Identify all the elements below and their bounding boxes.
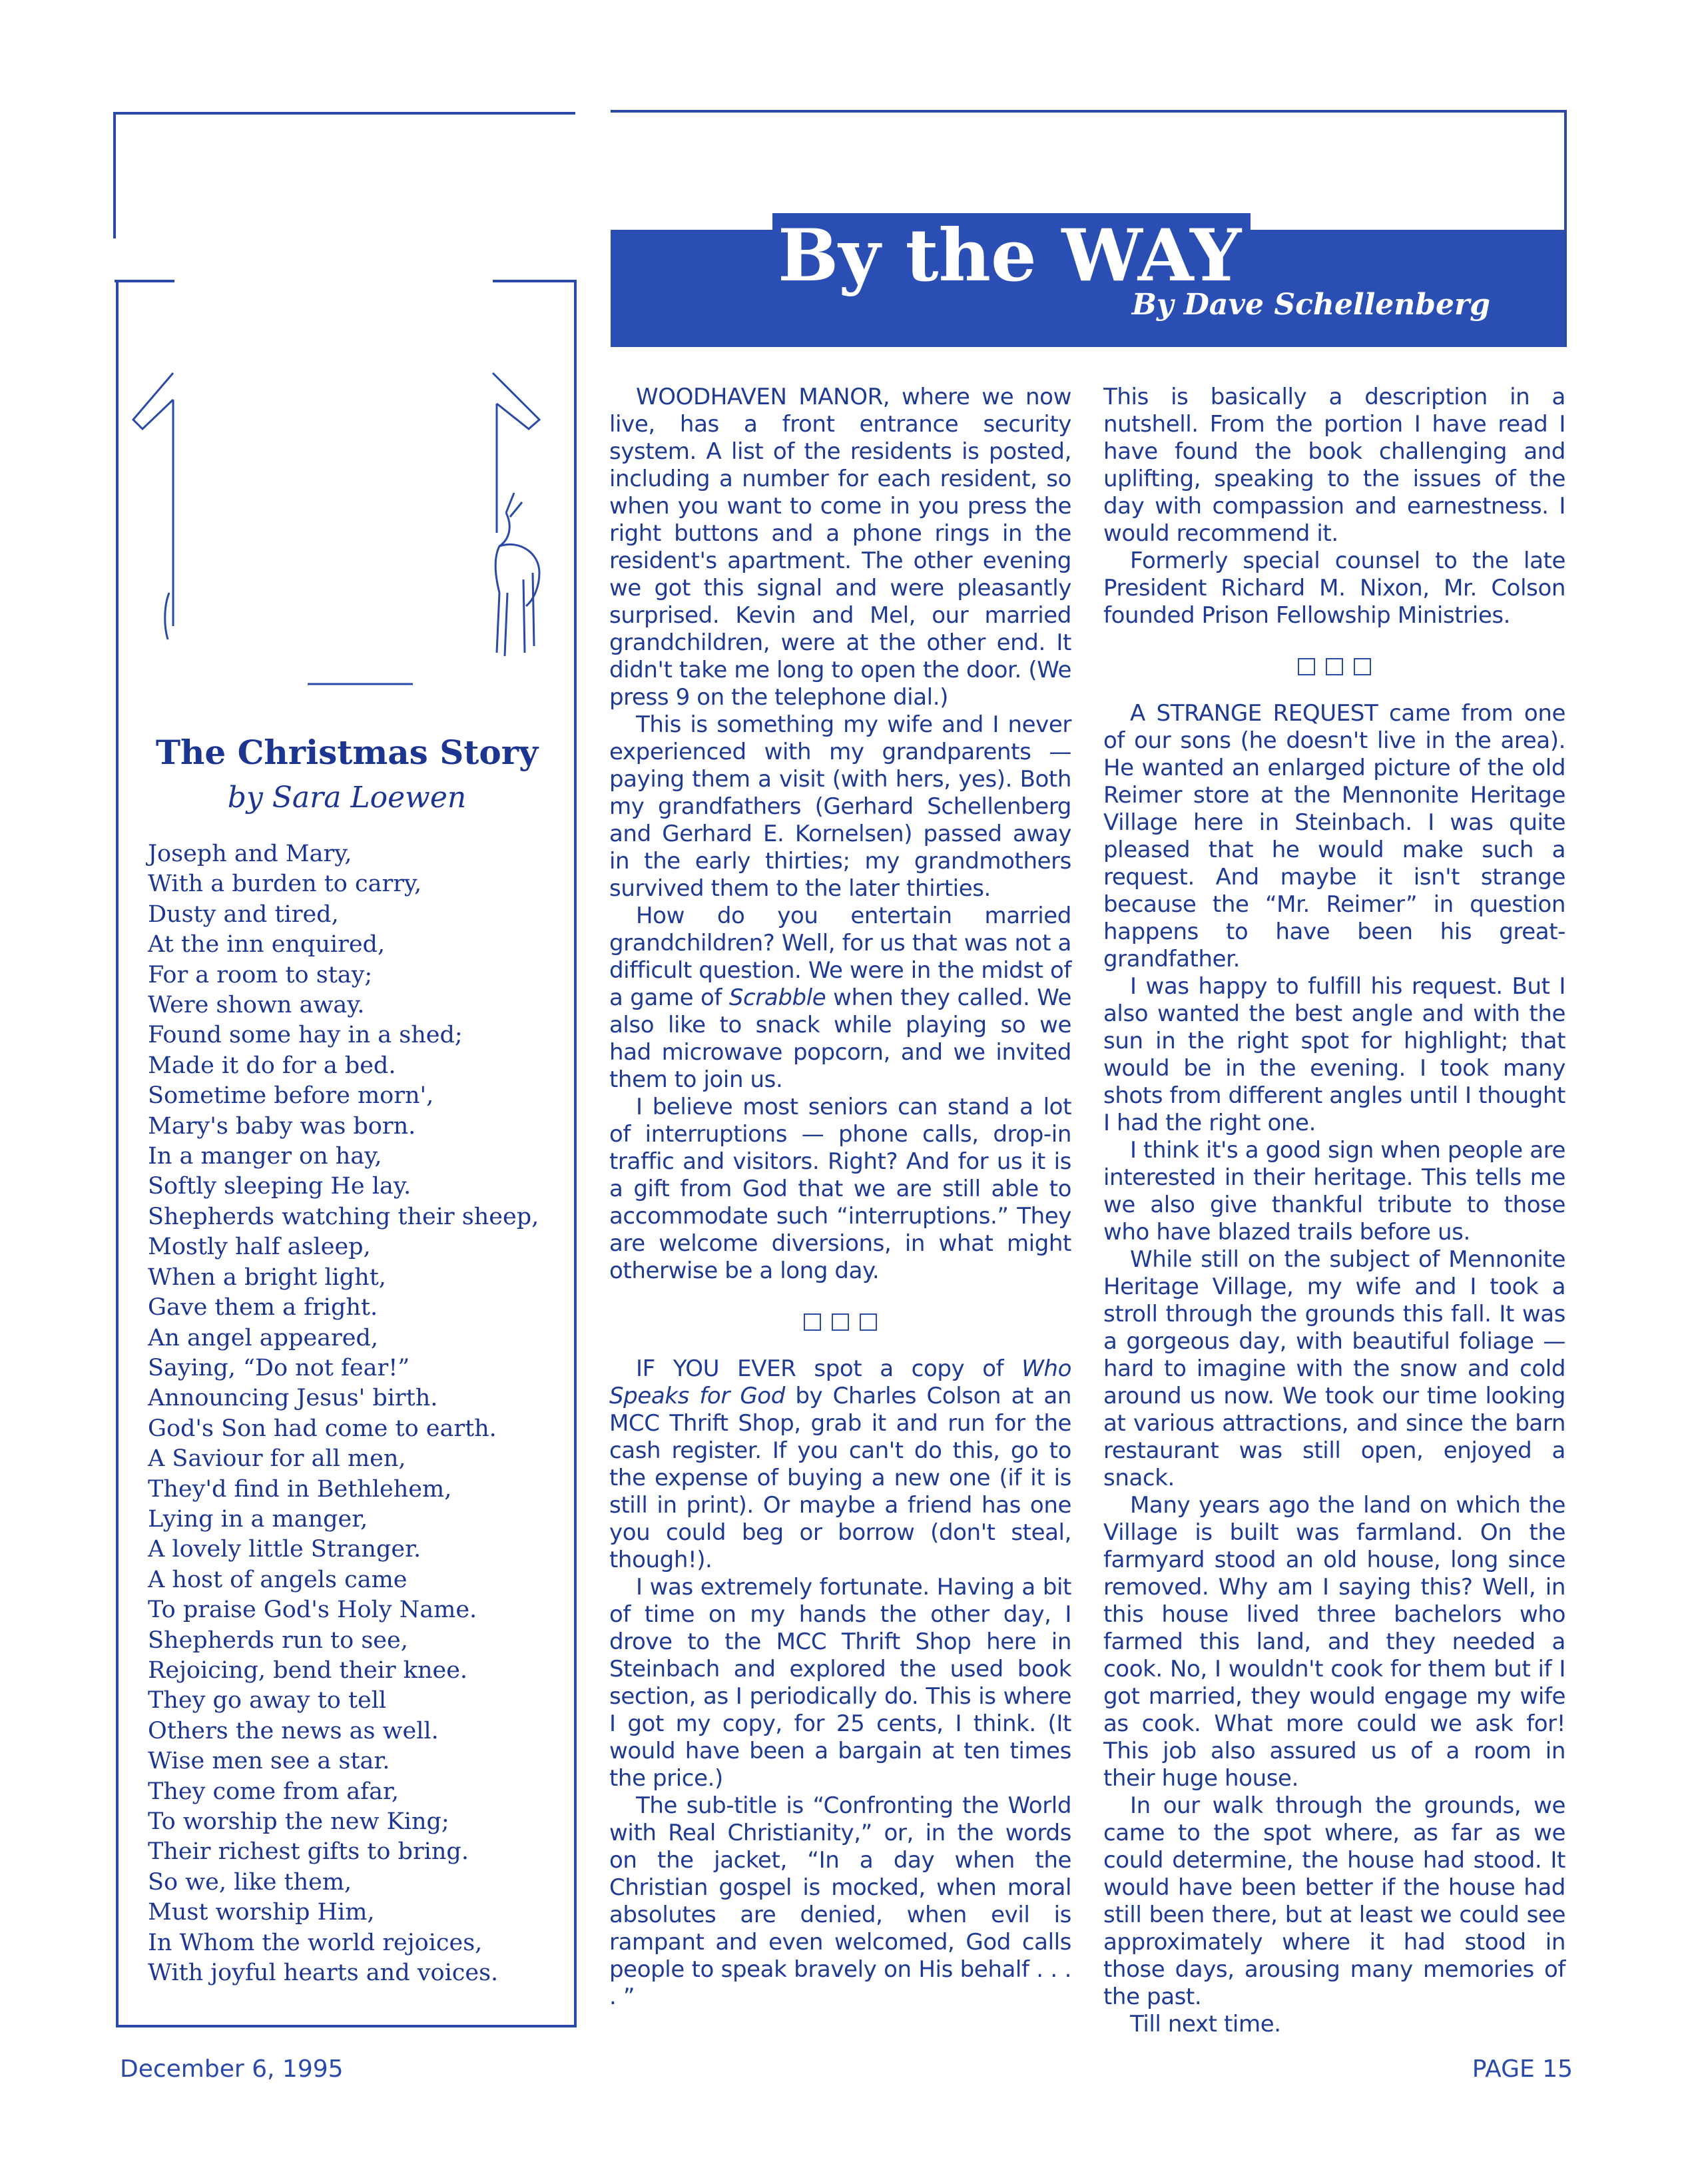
article-column-2 [1103,384,1565,2038]
poem-line: Others the news as well. [148,1717,439,1744]
box-glyph [860,1313,877,1331]
poem-box-top-left [115,280,174,282]
poem-line: Lying in a manger, [148,1505,368,1533]
poem-line: Rejoicing, bend their knee. [148,1656,468,1684]
poem-line: Their richest gifts to bring. [148,1838,469,1866]
footer-date: December 6, 1995 [120,2055,344,2083]
poem-line: To praise God's Holy Name. [148,1597,477,1624]
paragraph: WOODHAVEN MANOR, where we now live, has a front entrance security system. A list of the residents is posted, including a number for each resident, so when you want to come in you press the right buttons and a phone rings in the resident's apartment. The other evening we got this signal and were pleasantly surprised. Kevin and Mel, our married grandchildren, were at the other end. It didn't take me long to open the door. (We press 9 on the telephone dial.) [609,384,1071,711]
roof-right-line [493,373,539,429]
poem-line: So we, like them, [148,1868,352,1896]
paragraph: How do you entertain married grandchildren? Well, for us that was not a difficult question. We were in the midst of a game of Scrabble when they called. We also like to snack while playing so we had microwave popcorn, and we invited them to join us. [609,903,1071,1093]
poem-line: Shepherds run to see, [148,1627,408,1654]
footer-page-number: PAGE 15 [1472,2055,1573,2083]
paragraph: I believe most seniors can stand a lot of interruptions — phone calls, drop-in traffic and visitors. Right? And for us it is a gift from God that we are still able to accommodate such “interruptions.” They are welcome diversions, in what might otherwise be a long day. [609,1094,1071,1284]
poem-line: Sometime before morn', [148,1082,434,1110]
poem-box-right [574,280,577,2027]
article-column-1 [609,384,1071,2011]
poem-line: A host of angels came [148,1566,408,1593]
paragraph: IF YOU EVER spot a copy of Who Speaks for God by Charles Colson at an MCC Thrift Shop, grab it and run for the cash register. If you can't do this, go to the expense of buying a new one (if it is still in print). Or maybe a friend has one you could beg or borrow (don't steal, though!). [609,1355,1071,1573]
poem-author: by Sara Loewen [227,781,467,815]
poem-line: An angel appeared, [148,1324,379,1351]
poem-line: They come from afar, [148,1778,399,1805]
paragraph: I was extremely fortunate. Having a bit of time on my hands the other day, I drove to the MCC Thrift Shop here in Steinbach and explored the used book section, as I periodically do. This is where I got my copy, for 25 cents, I think. (It would have been a bargain at ten times the price.) [609,1574,1071,1792]
poem-body [148,839,574,1988]
top-rule-right [611,110,1567,113]
poem-line: A Saviour for all men, [148,1445,406,1473]
poem-box-left [116,280,119,2027]
small-mark [165,593,169,639]
paragraph: I was happy to fulfill his request. But I also wanted the best angle and with the sun in the right spot for highlight; that would be in the evening. I took many shots from different angles until I thought I had the right one. [1103,973,1565,1136]
poem-box-bottom [116,2025,577,2027]
banner-title: By the WAY [772,213,1251,300]
paragraph: A STRANGE REQUEST came from one of our sons (he doesn't live in the area). He wanted an enlarged picture of the old Reimer store at the Mennonite Heritage Village here in Steinbach. I was quite pleased that he would make such a request. And maybe it isn't strange because the “Mr. Reimer” in question happens to have been his great-grandfather. [1103,700,1565,972]
paragraph: I think it's a good sign when people are interested in their heritage. This tells me we also give thankful tribute to those who have blazed trails before us. [1103,1137,1565,1246]
box-glyph [1354,658,1371,675]
poem-line: Made it do for a bed. [148,1052,396,1079]
poem-line: Dusty and tired, [148,901,339,928]
poem-line: Joseph and Mary, [148,841,352,867]
box-glyph [832,1313,849,1331]
poem-title: The Christmas Story [155,733,539,772]
poem-line: They go away to tell [148,1687,387,1714]
box-glyph [804,1313,821,1331]
box-glyph [1326,658,1343,675]
poem-line: Softly sleeping He lay. [148,1173,412,1200]
poem-line: A lovely little Stranger. [148,1536,422,1563]
box-glyph [1298,658,1315,675]
poem-line: At the inn enquired, [148,931,386,958]
paragraph: Till next time. [1130,2011,1281,2037]
poem-line: When a bright light, [148,1264,386,1291]
poem-line: For a room to stay; [148,961,373,988]
paragraph: The sub-title is “Confronting the World with Real Christianity,” or, in the words on the jacket, “In a day when the Christian gospel is mocked, when moral absolutes are denied, when evil is rampant and even welcomed, God calls people to speak bravely on His behalf . . . . ” [609,1792,1071,2010]
poem-line: Mostly half asleep, [148,1234,371,1261]
poem-line: Must worship Him, [148,1899,375,1926]
poem-line: In a manger on hay, [148,1143,382,1170]
paragraph: Many years ago the land on which the Village is built was farmland. On the farmyard stood an old house, long since removed. Why am I saying this? Well, in this house lived three bachelors who farmed this land, and they needed a cook. No, I wouldn't cook for them but if I got married, they would engage my wife as cook. What more could we ask for! This job also assured us of a room in their huge house. [1103,1492,1565,1792]
paragraph: In our walk through the grounds, we came to the spot where, as far as we could determine, the house had stood. It would have been better if the house had still been there, but at least we could see approximately where it had stood in those days, arousing many memories of the past. [1103,1792,1565,2010]
poem-line: Gave them a fright. [148,1294,378,1321]
poem-box-top-right [493,280,577,282]
nativity-illustration [127,360,566,693]
poem-line: In Whom the world rejoices, [148,1929,483,1956]
paragraph: While still on the subject of Mennonite Heritage Village, my wife and I took a stroll through the grounds this fall. It was a gorgeous day, with beautiful foliage — hard to imagine with the snow and cold around us now. We took our time looking at various attractions, and since the barn restaurant was still open, enjoyed a snack. [1103,1246,1565,1491]
poem-line: Found some hay in a shed; [148,1022,463,1049]
roof-left-line [133,373,173,429]
poem-line: Saying, “Do not fear!” [148,1354,410,1381]
poem-line: Mary's baby was born. [148,1112,416,1140]
poem-line: Wise men see a star. [148,1748,390,1775]
frame-left-top [113,112,116,238]
poem-line: With a burden to carry, [148,871,422,898]
top-rule [115,112,575,115]
poem-line: Shepherds watching their sheep, [148,1203,539,1230]
banner-byline: By Dave Schellenberg [1131,288,1490,322]
poem-line: To worship the new King; [148,1808,449,1835]
section-separator [1103,655,1565,676]
poem-line: Were shown away. [148,992,365,1019]
paragraph: This is basically a description in a nutshell. From the portion I have read I have found the book challenging and uplifting, speaking to the issues of the day with compassion and earnestness. I would recommend it. [1103,384,1565,547]
frame-right-top [1564,110,1567,347]
donkey-outline [495,493,539,656]
poem-line: They'd find in Bethlehem, [148,1475,452,1503]
poem-line: God's Son had come to earth. [148,1415,497,1442]
paragraph: This is something my wife and I never experienced with my grandparents — paying them a visit (with hers, yes). Both my grandfathers (Gerhard Schellenberg and Gerhard E. Kornelsen) passed away in the early thirties; my grandmothers survived them to the later thirties. [609,711,1071,902]
paragraph: Formerly special counsel to the late President Richard M. Nixon, Mr. Colson founded Prison Fellowship Ministries. [1103,547,1565,629]
section-separator [609,1310,1071,1331]
poem-line: Announcing Jesus' birth. [148,1385,438,1412]
poem-line: With joyful hearts and voices. [148,1960,499,1987]
